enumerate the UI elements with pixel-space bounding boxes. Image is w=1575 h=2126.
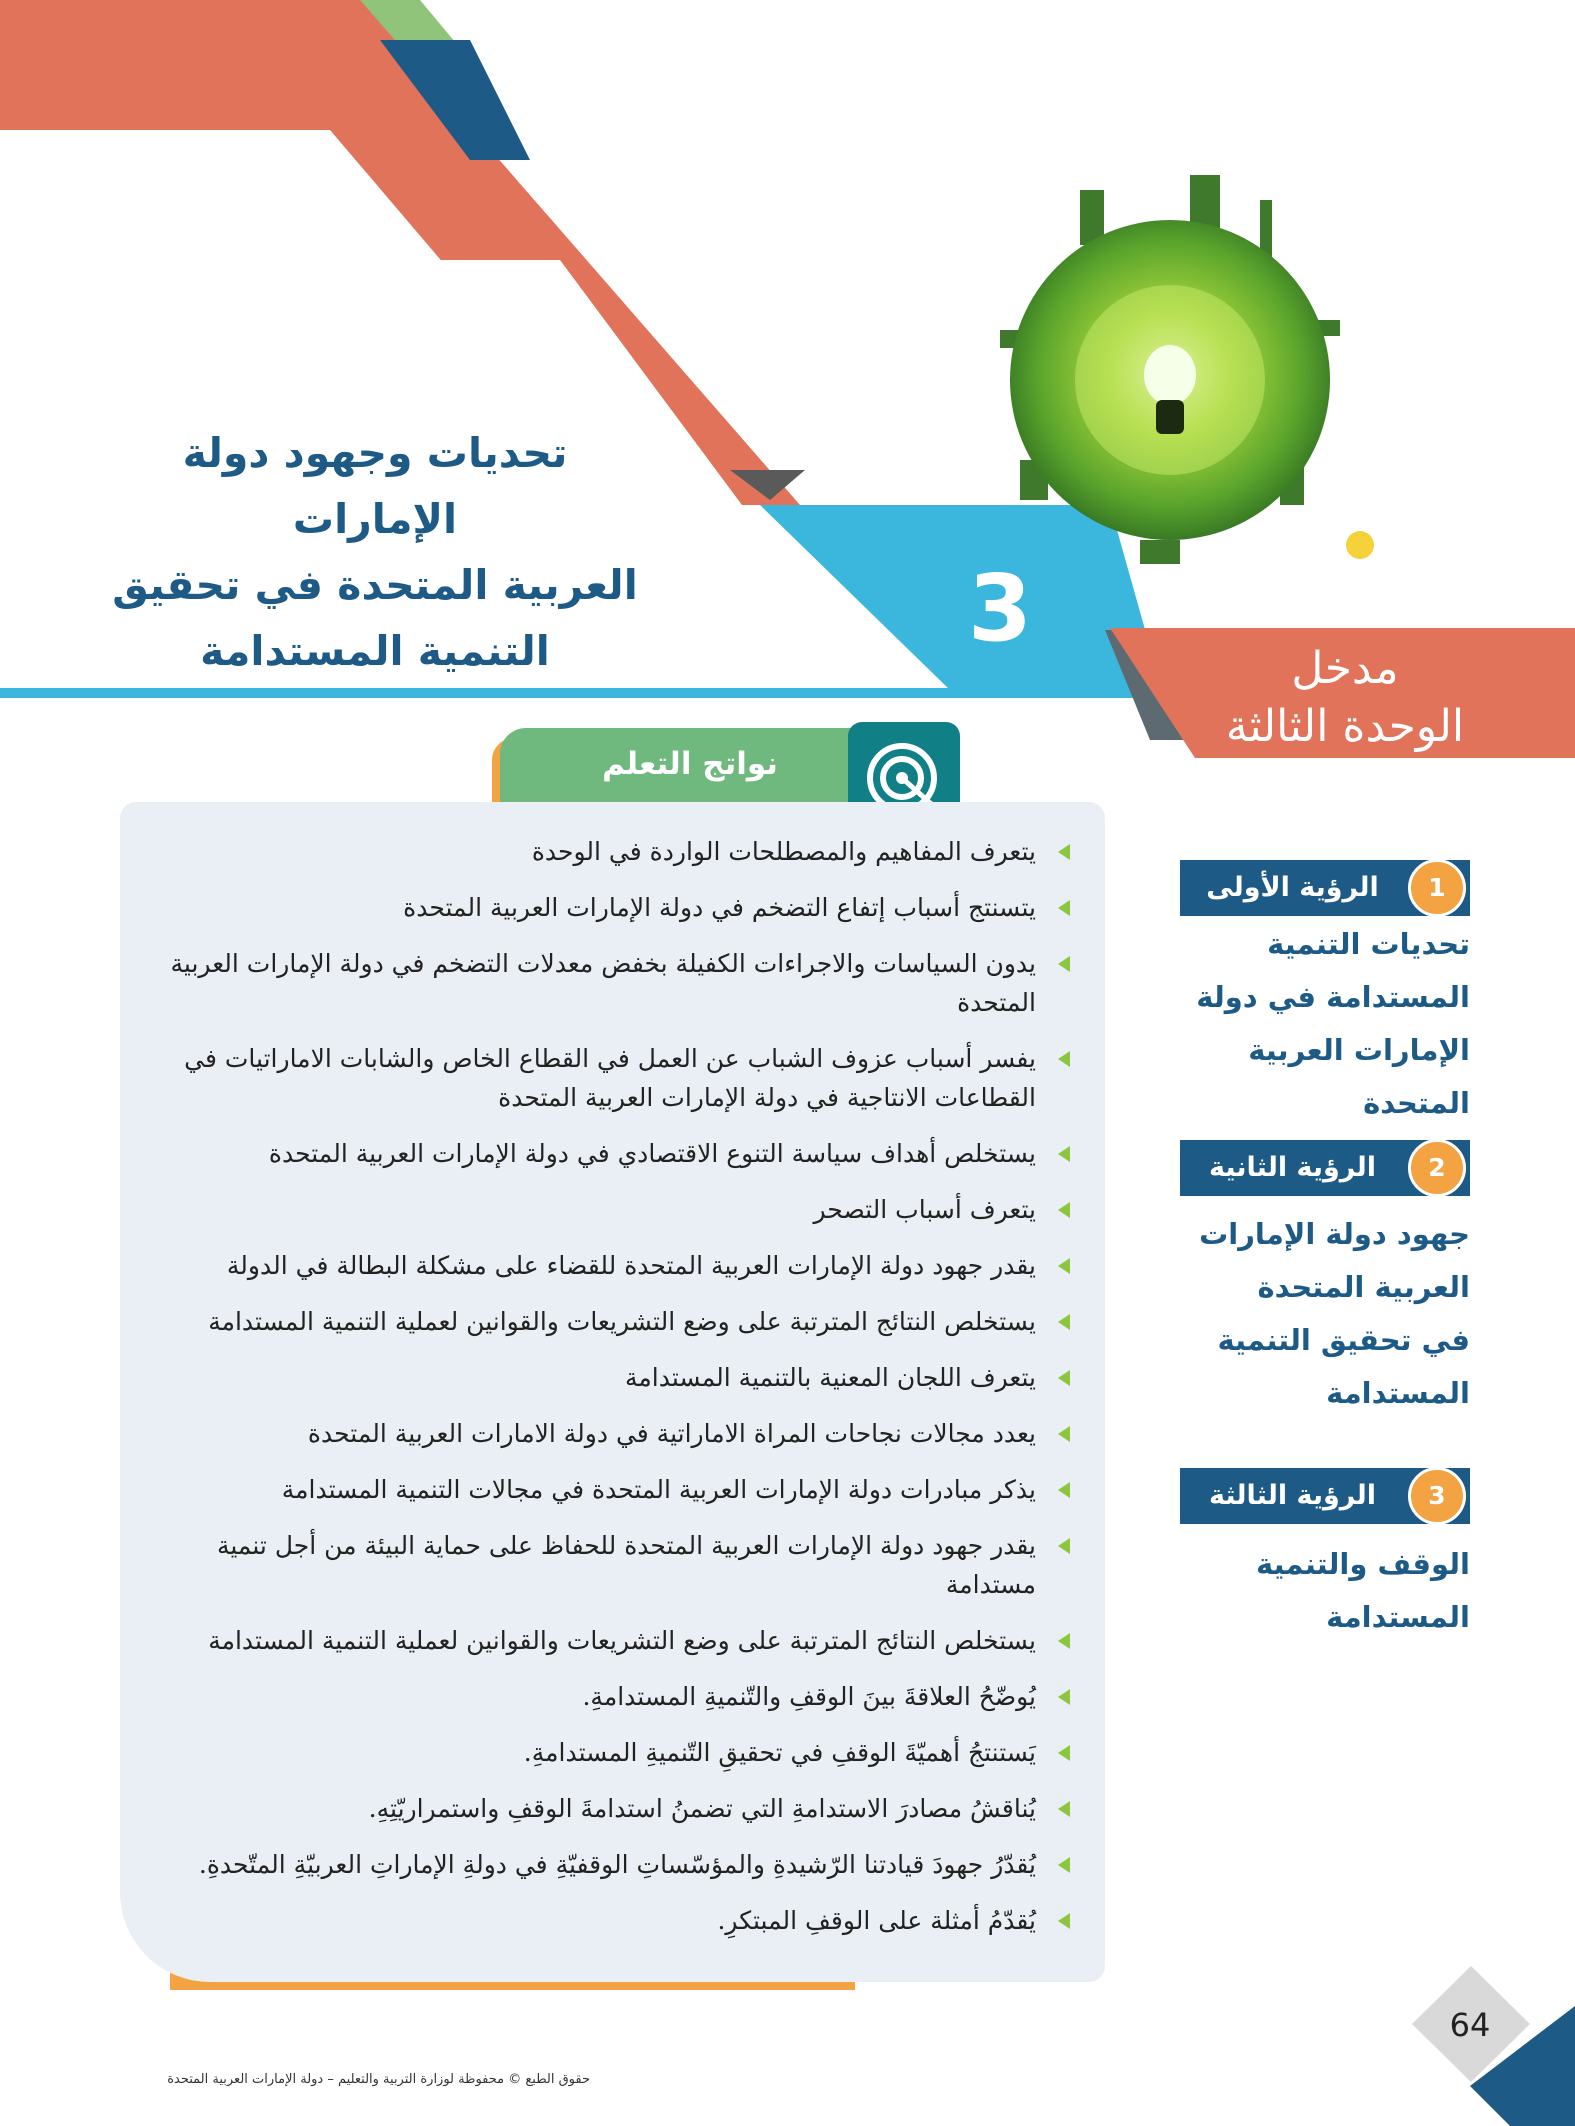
bullet-arrow-icon bbox=[1058, 1370, 1070, 1386]
outcomes-list bbox=[130, 832, 1070, 1957]
bullet-arrow-icon bbox=[1058, 1258, 1070, 1274]
outcome-item: يُناقشُ مصادرَ الاستدامةِ التي تضمنُ استدامةَ الوقفِ واستمراريّتِهِ. bbox=[130, 1789, 1070, 1828]
outcome-item: يقدر جهود دولة الإمارات العربية المتحدة للقضاء على مشكلة البطالة في الدولة bbox=[130, 1246, 1070, 1285]
bullet-arrow-icon bbox=[1058, 1689, 1070, 1705]
bullet-arrow-icon bbox=[1058, 844, 1070, 860]
outcome-item: يُقدّمُ أمثلة على الوقفِ المبتكرِ. bbox=[130, 1901, 1070, 1940]
outcome-item: يتعرف اللجان المعنية بالتنمية المستدامة bbox=[130, 1358, 1070, 1397]
outcome-item: يدون السياسات والاجراءات الكفيلة بخفض معدلات التضخم في دولة الإمارات العربية المتحدة bbox=[130, 944, 1070, 1022]
vision-1-description: تحديات التنمية المستدامة في دولة الإمارات العربية المتحدة bbox=[1196, 927, 1470, 1120]
bullet-arrow-icon bbox=[1058, 1146, 1070, 1162]
outcome-item: يتسنتج أسباب إتفاع التضخم في دولة الإمارات العربية المتحدة bbox=[130, 888, 1070, 927]
unit-title bbox=[95, 420, 655, 684]
unit-number: 3 bbox=[967, 555, 1032, 662]
outcome-item: يُقدّرُ جهودَ قيادتنا الرّشيدةِ والمؤسّساتِ الوقفيّةِ في دولةِ الإماراتِ العربيّةِ المتّحدةِ. bbox=[130, 1845, 1070, 1884]
intro-label-line-1: مدخل bbox=[1291, 643, 1399, 694]
outcome-item: يستخلص النتائج المترتبة على وضع التشريعات والقوانين لعملية التنمية المستدامة bbox=[130, 1302, 1070, 1341]
unit-title-line-2: العربية المتحدة في تحقيق bbox=[112, 561, 638, 609]
outcome-item: يستخلص أهداف سياسة التنوع الاقتصادي في دولة الإمارات العربية المتحدة bbox=[130, 1134, 1070, 1173]
outcome-item: يَستنتجُ أهميّةَ الوقفِ في تحقيقِ التّنميةِ المستدامةِ. bbox=[130, 1733, 1070, 1772]
bullet-arrow-icon bbox=[1058, 1314, 1070, 1330]
bullet-arrow-icon bbox=[1058, 1857, 1070, 1873]
bullet-arrow-icon bbox=[1058, 1801, 1070, 1817]
vision-2-label: الرؤية الثانية bbox=[1209, 1152, 1376, 1183]
bullet-arrow-icon bbox=[1058, 956, 1070, 972]
unit-title-line-1: تحديات وجهود دولة الإمارات bbox=[182, 429, 568, 543]
unit-intro-label bbox=[1180, 640, 1510, 756]
outcome-item: يستخلص النتائج المترتبة على وضع التشريعات والقوانين لعملية التنمية المستدامة bbox=[130, 1621, 1070, 1660]
vision-2-description: جهود دولة الإمارات العربية المتحدة في تحقيق التنمية المستدامة bbox=[1199, 1217, 1470, 1410]
unit-title-line-3: التنمية المستدامة bbox=[200, 627, 550, 675]
vision-3-label: الرؤية الثالثة bbox=[1209, 1480, 1376, 1511]
vision-1-label: الرؤية الأولى bbox=[1206, 872, 1379, 903]
page-number: 64 bbox=[1449, 2006, 1491, 2044]
bullet-arrow-icon bbox=[1058, 1051, 1070, 1067]
outcome-item: يعدد مجالات نجاحات المراة الاماراتية في دولة الامارات العربية المتحدة bbox=[130, 1414, 1070, 1453]
vision-1-number: 1 bbox=[1408, 859, 1466, 917]
bullet-arrow-icon bbox=[1058, 1913, 1070, 1929]
outcome-item: يفسر أسباب عزوف الشباب عن العمل في القطاع الخاص والشابات الاماراتيات في القطاعات الانتاجية في دولة الإمارات العربية المتحدة bbox=[130, 1039, 1070, 1117]
bullet-arrow-icon bbox=[1058, 1633, 1070, 1649]
outcome-item: يذكر مبادرات دولة الإمارات العربية المتحدة في مجالات التنمية المستدامة bbox=[130, 1470, 1070, 1509]
vision-3-number: 3 bbox=[1408, 1467, 1466, 1525]
bullet-arrow-icon bbox=[1058, 1202, 1070, 1218]
outcome-item: يتعرف أسباب التصحر bbox=[130, 1190, 1070, 1229]
bullet-arrow-icon bbox=[1058, 1482, 1070, 1498]
bullet-arrow-icon bbox=[1058, 1538, 1070, 1554]
bullet-arrow-icon bbox=[1058, 1426, 1070, 1442]
page-number-badge bbox=[1410, 1966, 1575, 2126]
vision-3-description: الوقف والتنمية المستدامة bbox=[1255, 1547, 1470, 1634]
vision-2-number: 2 bbox=[1408, 1139, 1466, 1197]
copyright-notice: حقوق الطبع © محفوظة لوزارة التربية والتعليم – دولة الإمارات العربية المتحدة bbox=[167, 2072, 590, 2087]
outcome-item: يقدر جهود دولة الإمارات العربية المتحدة للحفاظ على حماية البيئة من أجل تنمية مستدامة bbox=[130, 1526, 1070, 1604]
outcome-item: يتعرف المفاهيم والمصطلحات الواردة في الوحدة bbox=[130, 832, 1070, 871]
intro-label-line-2: الوحدة الثالثة bbox=[1225, 701, 1465, 752]
outcome-item: يُوضّحُ العلاقةَ بينَ الوقفِ والتّنميةِ المستدامةِ. bbox=[130, 1677, 1070, 1716]
bullet-arrow-icon bbox=[1058, 900, 1070, 916]
green-globe-illustration bbox=[960, 160, 1380, 600]
bullet-arrow-icon bbox=[1058, 1745, 1070, 1761]
outcomes-title: نواتج التعلم bbox=[602, 746, 778, 782]
